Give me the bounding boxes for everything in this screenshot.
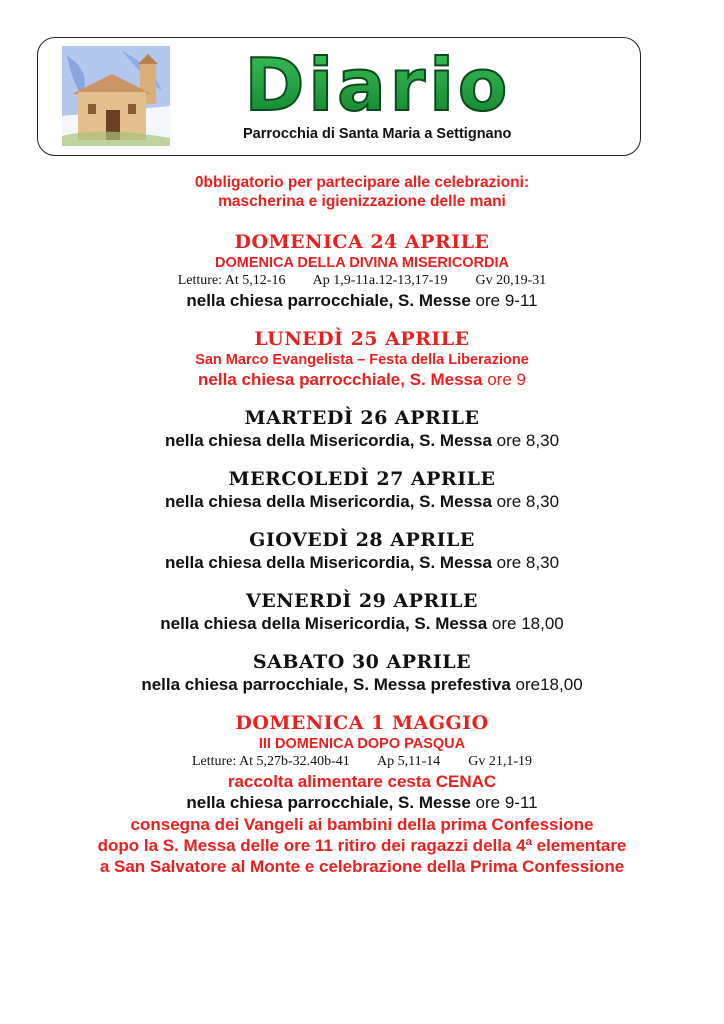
day-title: LUNEDÌ 25 APRILE [254, 328, 470, 350]
feast-name: DOMENICA DELLA DIVINA MISERICORDIA [214, 255, 510, 271]
logo-text: Diario [244, 44, 512, 126]
mass-info: nella chiesa della Misericordia, S. Messa ore 8,30 [164, 492, 560, 511]
notice-line-1: 0bbligatorio per partecipare alle celebrazioni: [194, 174, 530, 191]
day-block-27 [0, 467, 724, 513]
readings: Letture: At 5,27b-32.40b-41 Ap 5,11-14 Gv 21,1-19 [191, 754, 533, 769]
church-illustration [62, 46, 170, 146]
mass-info: nella chiesa parrocchiale, S. Messa ore 9 [198, 370, 526, 389]
diario-logo [183, 44, 573, 126]
readings: Letture: At 5,12-16 Ap 1,9-11a.12-13,17-19 Gv 20,19-31 [177, 273, 547, 288]
day-title: MERCOLEDÌ 27 APRILE [228, 468, 496, 490]
day-block-28 [0, 528, 724, 574]
day-block-30 [0, 650, 724, 696]
collection-note: raccolta alimentare cesta CENAC [227, 772, 497, 791]
feast-name: III DOMENICA DOPO PASQUA [258, 736, 466, 752]
parish-name: Parrocchia di Santa Maria a Settignano [243, 126, 512, 142]
day-block-26 [0, 406, 724, 452]
mass-info: nella chiesa parrocchiale, S. Messe ore 9-11 [186, 793, 538, 812]
day-title: SABATO 30 APRILE [252, 651, 472, 673]
day-block-24 [0, 230, 724, 312]
covid-notice [0, 173, 724, 211]
feast-name: San Marco Evangelista – Festa della Liberazione [195, 352, 529, 368]
notice-line-2: mascherina e igienizzazione delle mani [218, 193, 506, 210]
day-block-1-maggio [0, 711, 724, 877]
event-note-1: consegna dei Vangeli ai bambini della prima Confessione [130, 815, 594, 834]
mass-info: nella chiesa della Misericordia, S. Messa ore 18,00 [160, 614, 564, 633]
event-note-3: a San Salvatore al Monte e celebrazione della Prima Confessione [99, 857, 625, 876]
day-block-25 [0, 327, 724, 391]
schedule [0, 230, 724, 892]
mass-info: nella chiesa della Misericordia, S. Messa ore 8,30 [164, 553, 560, 572]
day-title: MARTEDÌ 26 APRILE [244, 407, 480, 429]
mass-info: nella chiesa della Misericordia, S. Messa ore 8,30 [164, 431, 560, 450]
day-title: VENERDÌ 29 APRILE [246, 590, 478, 612]
mass-info: nella chiesa parrocchiale, S. Messa prefestiva ore18,00 [141, 675, 583, 694]
day-block-29 [0, 589, 724, 635]
header-box [37, 37, 641, 156]
day-title: GIOVEDÌ 28 APRILE [249, 529, 475, 551]
event-note-2: dopo la S. Messa delle ore 11 ritiro dei ragazzi della 4ª elementare [97, 836, 627, 855]
day-title: DOMENICA 24 APRILE [234, 231, 490, 253]
day-title: DOMENICA 1 MAGGIO [235, 712, 489, 734]
mass-info: nella chiesa parrocchiale, S. Messe ore 9-11 [186, 291, 538, 310]
